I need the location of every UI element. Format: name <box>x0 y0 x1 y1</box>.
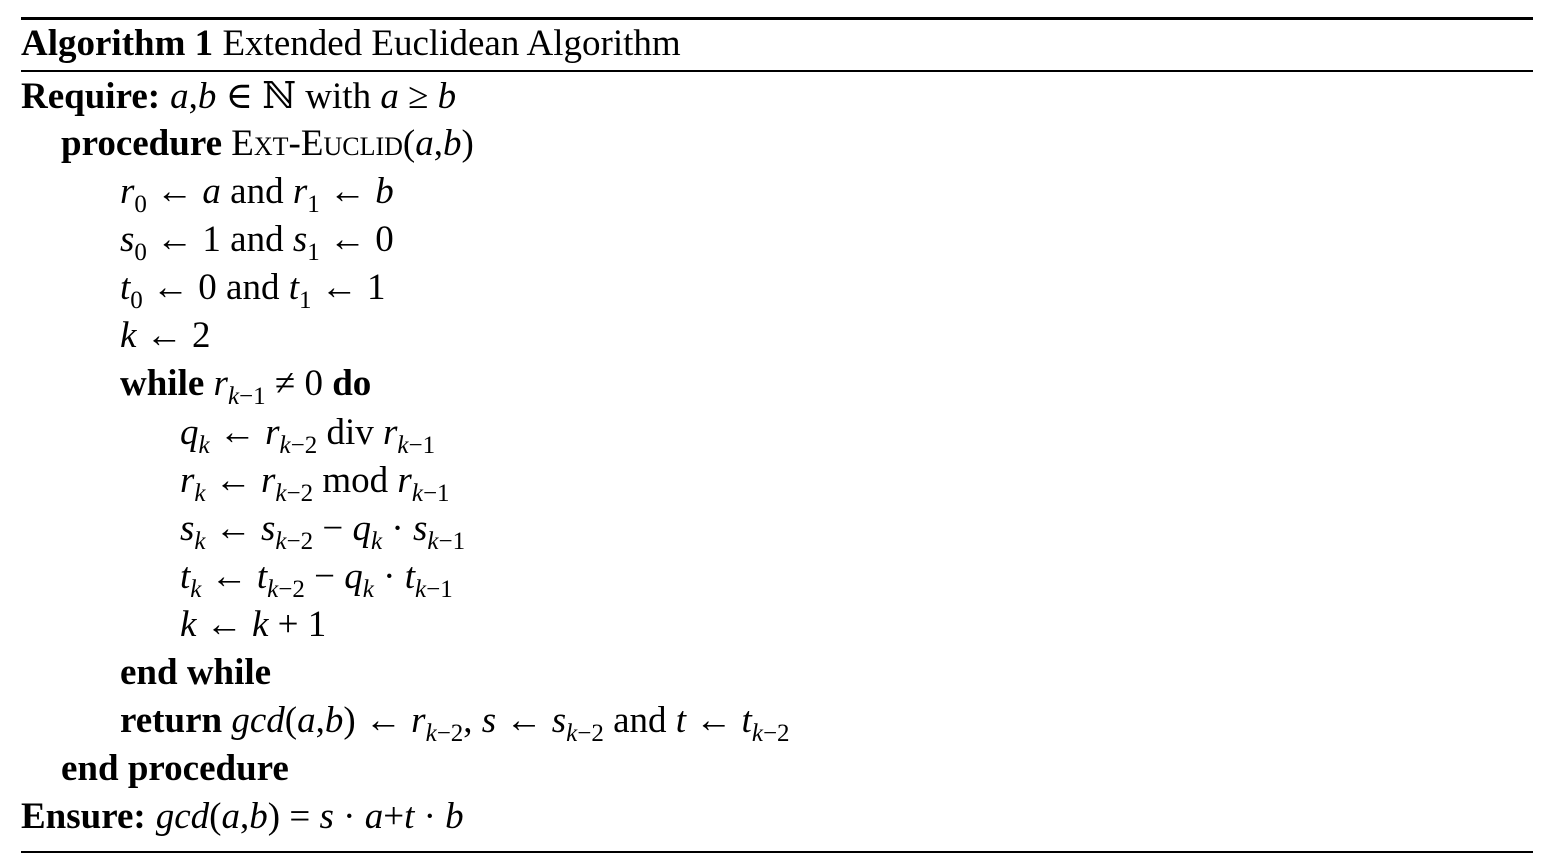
while-line: while $r_{k-1} \ne 0$ do <box>120 363 372 410</box>
procedure-keyword: procedure <box>61 123 223 164</box>
bottom-rule <box>21 851 1533 853</box>
return-keyword: return <box>120 700 223 741</box>
init-k-line: k ← 2 <box>120 315 211 356</box>
require-line: Require: a,b ∈ ℕ with a ≥ b <box>21 74 457 117</box>
assign-s-line: $s_k$ ← $s_{k-2} - q_k \cdot s_{k-1}$ <box>180 508 466 555</box>
require-keyword: Require: <box>21 76 161 117</box>
end-procedure-keyword: end procedure <box>61 748 289 789</box>
algorithm-caption <box>21 25 681 62</box>
end-while-keyword: end while <box>120 652 272 693</box>
do-keyword: do <box>332 363 372 404</box>
return-line: return gcd(a,b) ← $r_{k-2}$, s ← $s_{k-2}$ and t ← $t_{k-2}$ <box>120 700 790 747</box>
ensure-keyword: Ensure: <box>21 796 146 837</box>
algorithm-title: Extended Euclidean Algorithm <box>222 23 681 64</box>
procedure-name: Ext-Euclid <box>231 123 403 164</box>
init-r-line: $r_0$ ← a and $r_1$ ← b <box>120 171 394 218</box>
end-while-line <box>120 654 271 691</box>
algorithm-label: Algorithm 1 <box>21 23 214 64</box>
assign-t-line: $t_k$ ← $t_{k-2} - q_k \cdot t_{k-1}$ <box>180 556 453 603</box>
assign-q-line: $q_k$ ← $r_{k-2}$ div $r_{k-1}$ <box>180 412 436 459</box>
procedure-line: procedure Ext-Euclid(a,b) <box>61 123 474 164</box>
caption-rule <box>21 70 1533 72</box>
end-procedure-line <box>61 750 289 787</box>
ensure-line: Ensure: gcd(a,b) = s · a+t · b <box>21 796 464 837</box>
increment-k-line: k ← k + 1 <box>180 604 327 645</box>
top-rule <box>21 17 1533 20</box>
init-s-line: $s_0$ ← 1 and $s_1$ ← 0 <box>120 219 394 266</box>
init-t-line: $t_0$ ← 0 and $t_1$ ← 1 <box>120 267 386 314</box>
while-keyword: while <box>120 363 205 404</box>
assign-r-line: $r_k$ ← $r_{k-2}$ mod $r_{k-1}$ <box>180 460 450 507</box>
